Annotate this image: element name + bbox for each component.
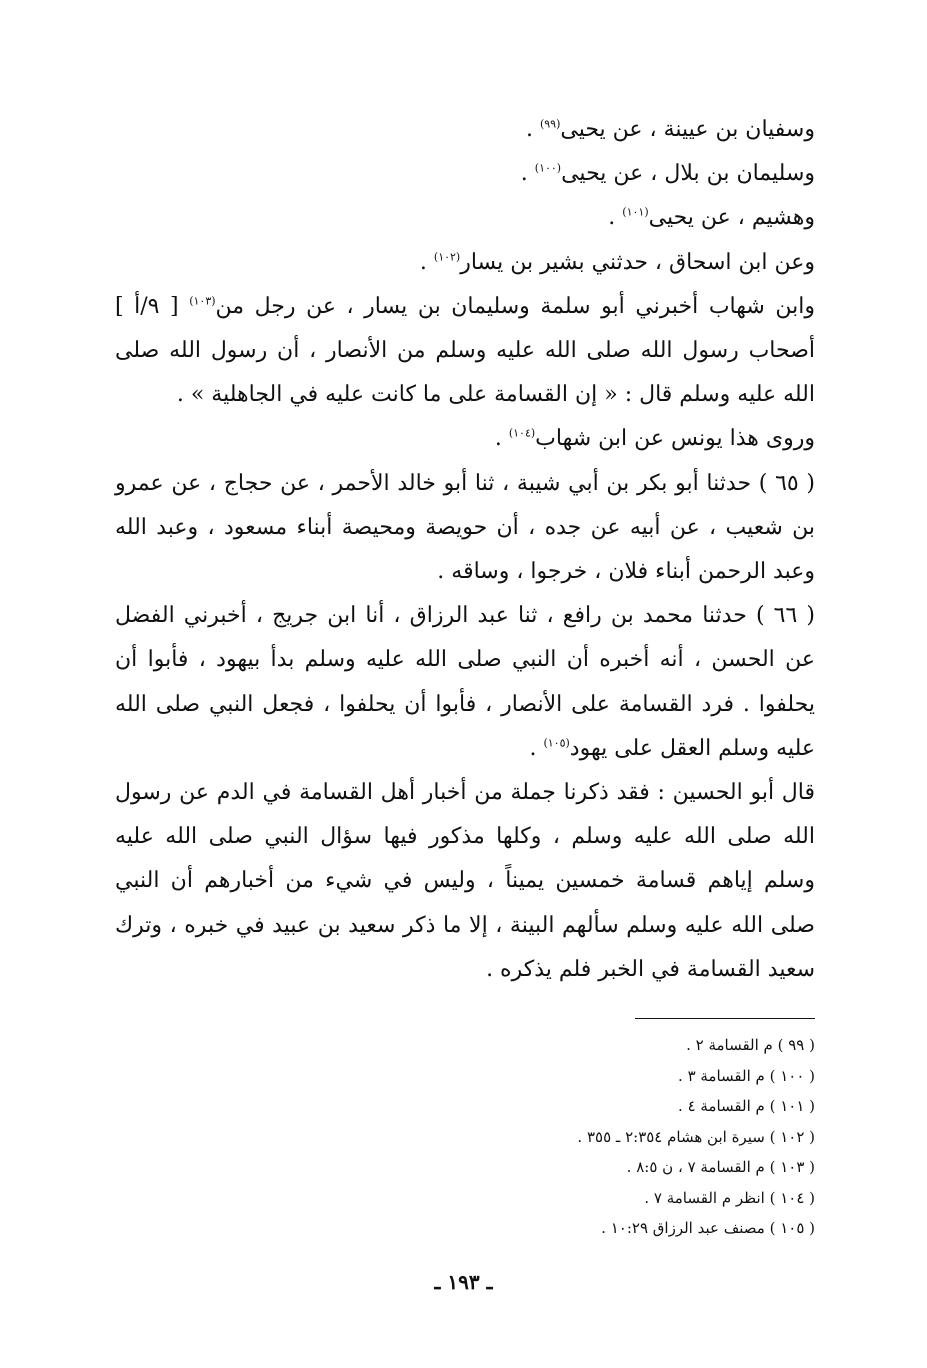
paragraph-text: وهشيم ، عن يحيى bbox=[648, 205, 815, 231]
paragraph bbox=[115, 108, 815, 152]
footnote: ( ١٠٢ ) سيرة ابن هشام ٢:٣٥٤ ـ ٣٥٥ . bbox=[577, 1127, 815, 1146]
paragraph-tail: . bbox=[608, 205, 623, 231]
paragraph bbox=[115, 285, 815, 418]
paragraph bbox=[115, 152, 815, 196]
commentary-paragraph bbox=[115, 771, 815, 992]
page-number: ـ ١٩٣ ـ bbox=[434, 1270, 493, 1294]
footnote-ref: (١٠٢) bbox=[433, 250, 461, 264]
main-text bbox=[115, 108, 815, 992]
hadith-paragraph bbox=[115, 594, 815, 771]
footnote: ( ٩٩ ) م القسامة ٢ . bbox=[686, 1036, 815, 1054]
hadith-paragraph bbox=[115, 462, 815, 595]
footnote-ref: (١٠٠) bbox=[534, 161, 562, 175]
paragraph bbox=[115, 241, 815, 285]
footnote-ref: (١٠٥) bbox=[543, 736, 570, 750]
footnote-ref: (٩٩) bbox=[539, 117, 561, 131]
footnote-ref: (١٠١) bbox=[622, 206, 649, 220]
footnote-ref: (١٠٣) bbox=[189, 294, 216, 308]
paragraph-text: ( ٦٦ ) حدثنا محمد بن رافع ، ثنا عبد الرزاق ، أنا ابن جريج ، أخبرني الفضل عن الحسن ، أنه أخبره أن النبي صلى الله عليه وسلم بدأ بيهود ، فأبوا أن يحلفوا . فرد القسامة على الأنصار ، فأبوا أن يحلفوا ، فجعل النبي صلى الله عليه وسلم العقل على يهود bbox=[115, 603, 815, 761]
paragraph-text: وسليمان بن بلال ، عن يحيى bbox=[561, 161, 815, 187]
paragraph-tail: . bbox=[494, 426, 509, 452]
paragraph-text: ( ٦٥ ) حدثنا أبو بكر بن أبي شيبة ، ثنا أبو خالد الأحمر ، عن حجاج ، عن عمرو بن شعيب ، عن أبيه عن جده ، أن حويصة ومحيصة أبناء مسعود ، وعبد الله وعبد الرحمن أبناء فلان ، خرجوا ، وساقه . bbox=[115, 470, 815, 585]
paragraph-tail: [ ٩/أ ] أصحاب رسول الله صلى الله عليه وسلم من الأنصار ، أن رسول الله صلى الله عليه وسلم قال : « إن القسامة على ما كانت عليه في الجاهلية » . bbox=[115, 293, 815, 408]
paragraph-text: وعن ابن اسحاق ، حدثني بشير بن يسار bbox=[460, 249, 815, 275]
paragraph-text: وروى هذا يونس عن ابن شهاب bbox=[535, 426, 815, 452]
footnote: ( ١٠٤ ) انظر م القسامة ٧ . bbox=[644, 1188, 815, 1207]
paragraph bbox=[115, 196, 815, 240]
footnote: ( ١٠٣ ) م القسامة ٧ ، ن ٨:٥ . bbox=[626, 1158, 815, 1176]
paragraph-tail: . bbox=[419, 249, 434, 275]
footnote: ( ١٠٠ ) م القسامة ٣ . bbox=[678, 1066, 815, 1085]
paragraph-tail: . bbox=[525, 117, 540, 142]
paragraph-text: وسفيان بن عيينة ، عن يحيى bbox=[560, 117, 815, 142]
footnote-ref: (١٠٤) bbox=[508, 427, 536, 441]
paragraph-text: قال أبو الحسين : فقد ذكرنا جملة من أخبار أهل القسامة في الدم عن رسول الله صلى الله عليه وسلم ، وكلها مذكور فيها سؤال النبي صلى الله عليه وسلم إياهم قسامة خمسين يميناً ، وليس في شيء من أخبارهم أن النبي صلى الله عليه وسلم سألهم البينة ، إلا ما ذكر سعيد بن عبيد في خبره ، وترك سعيد القسامة في الخبر فلم يذكره . bbox=[115, 780, 815, 982]
paragraph-tail: . bbox=[529, 735, 544, 761]
footnotes bbox=[315, 1030, 815, 1244]
footnote: ( ١٠١ ) م القسامة ٤ . bbox=[678, 1097, 815, 1115]
paragraph-tail: . bbox=[520, 161, 535, 187]
paragraph-text: وابن شهاب أخبرني أبو سلمة وسليمان بن يسار ، عن رجل من bbox=[215, 293, 815, 319]
paragraph bbox=[115, 417, 815, 461]
footnote: ( ١٠٥ ) مصنف عبد الرزاق ١٠:٢٩ . bbox=[601, 1219, 815, 1237]
footnote-divider bbox=[635, 1018, 815, 1019]
